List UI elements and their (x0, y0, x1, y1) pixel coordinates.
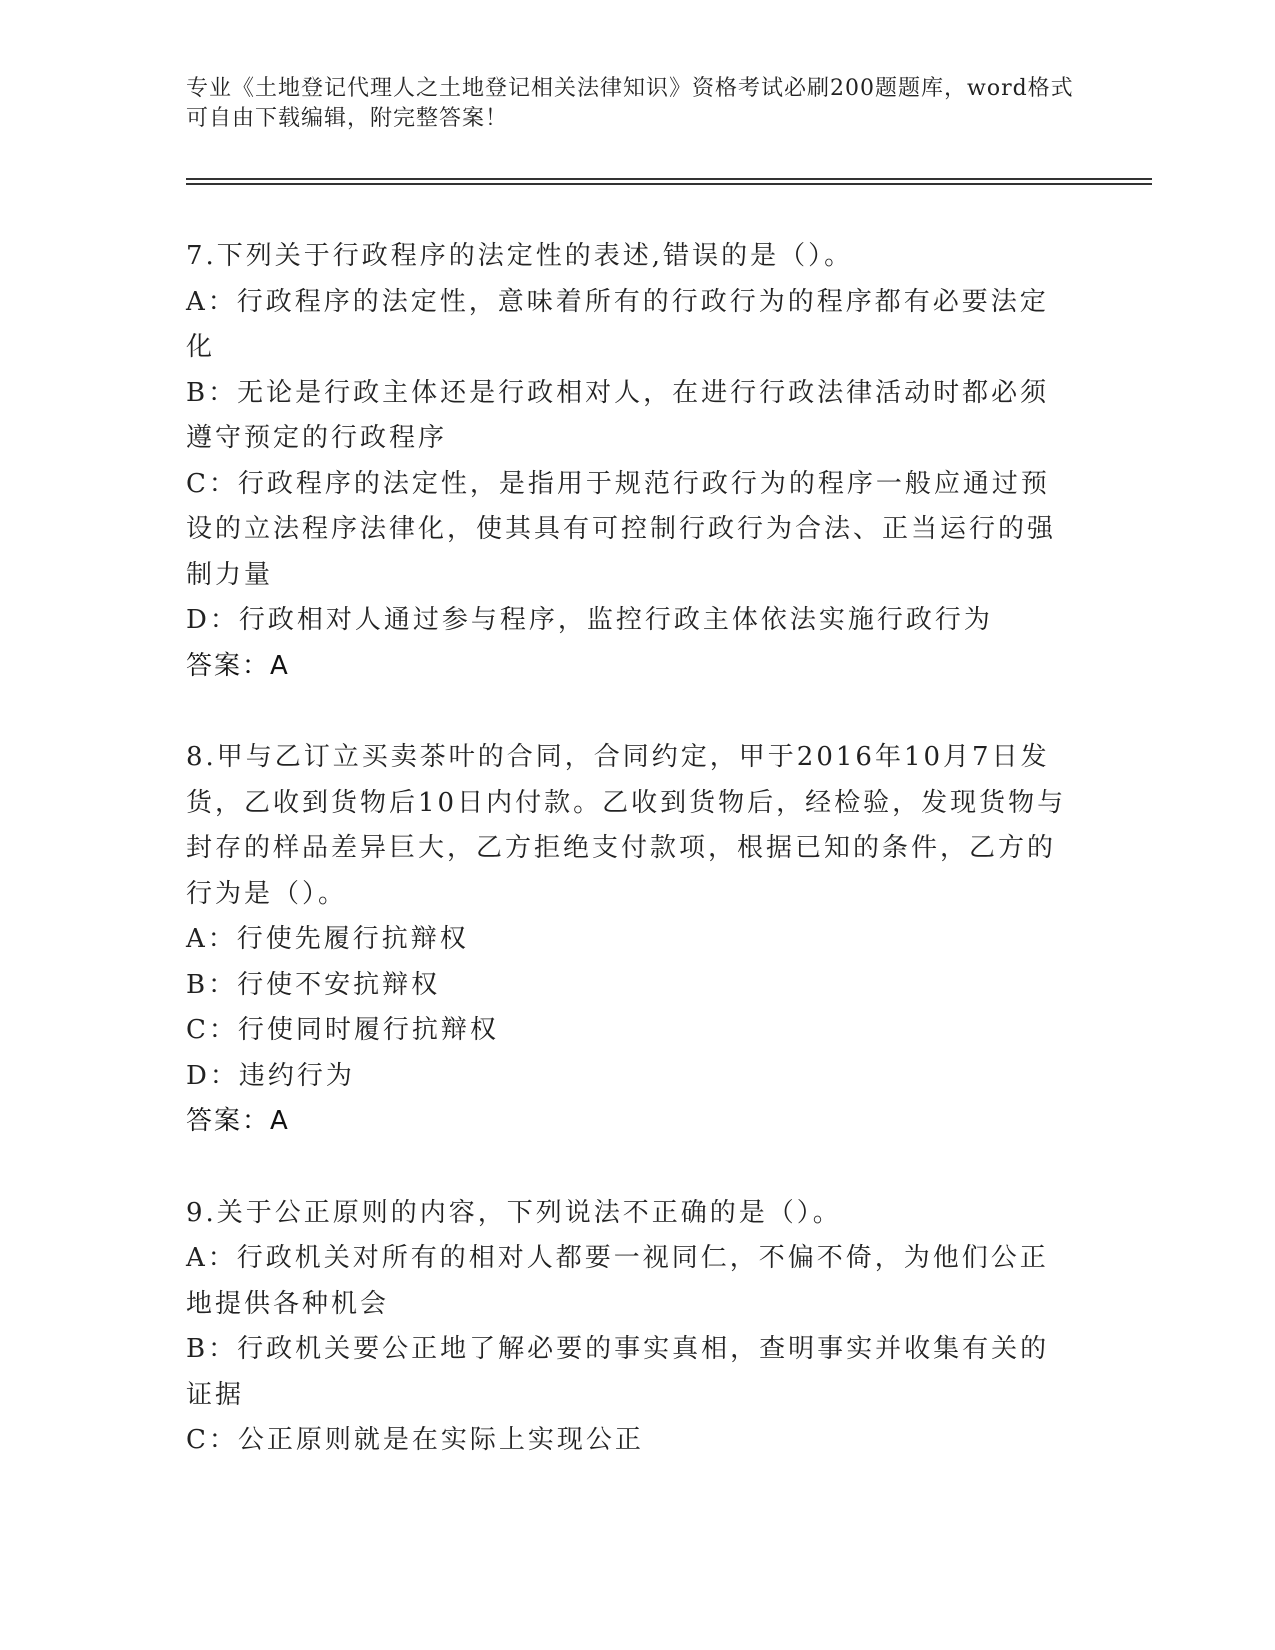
question-7 (186, 234, 1076, 689)
document-header: 专业《土地登记代理人之土地登记相关法律知识》资格考试必刷200题题库，word格式可自由下载编辑，附完整答案！ (186, 76, 1074, 131)
option-b: B：无论是行政主体还是行政相对人，在进行行政法律活动时都必须遵守预定的行政程序 (186, 377, 1050, 453)
header-divider-bottom (186, 183, 1152, 185)
question-9 (186, 1191, 1076, 1464)
option-a: A：行政程序的法定性，意味着所有的行政行为的程序都有必要法定化 (186, 286, 1049, 362)
question-stem: 7.下列关于行政程序的法定性的表述,错误的是（）。 (186, 241, 854, 271)
option-b: B：行使不安抗辩权 (186, 969, 441, 1000)
question-stem: 8.甲与乙订立买卖茶叶的合同，合同约定，甲于2016年10月7日发货，乙收到货物后10日内付款。乙收到货物后，经检验，发现货物与封存的样品差异巨大，乙方拒绝支付款项，根据已知的条件，乙方的行为是（）。 (186, 742, 1067, 909)
option-c: C：行使同时履行抗辩权 (186, 1015, 499, 1045)
question-list (186, 234, 1076, 1510)
option-a: A：行使先履行抗辩权 (186, 924, 469, 954)
option-c: C：行政程序的法定性，是指用于规范行政行为的程序一般应通过预设的立法程序法律化，使其具有可控制行政行为合法、正当运行的强制力量 (186, 468, 1057, 590)
option-d: D：行政相对人通过参与程序，监控行政主体依法实施行政行为 (186, 605, 993, 635)
option-d: D：违约行为 (186, 1060, 355, 1091)
question-8 (186, 735, 1076, 1145)
question-stem: 9.关于公正原则的内容，下列说法不正确的是（）。 (186, 1197, 842, 1228)
header-divider-top (186, 178, 1152, 180)
answer-label: 答案：A (186, 650, 290, 681)
option-c: C：公正原则就是在实际上实现公正 (186, 1425, 644, 1455)
answer-label: 答案：A (186, 1106, 290, 1136)
option-b: B：行政机关要公正地了解必要的事实真相，查明事实并收集有关的证据 (186, 1334, 1050, 1410)
option-a: A：行政机关对所有的相对人都要一视同仁，不偏不倚，为他们公正地提供各种机会 (186, 1243, 1049, 1319)
